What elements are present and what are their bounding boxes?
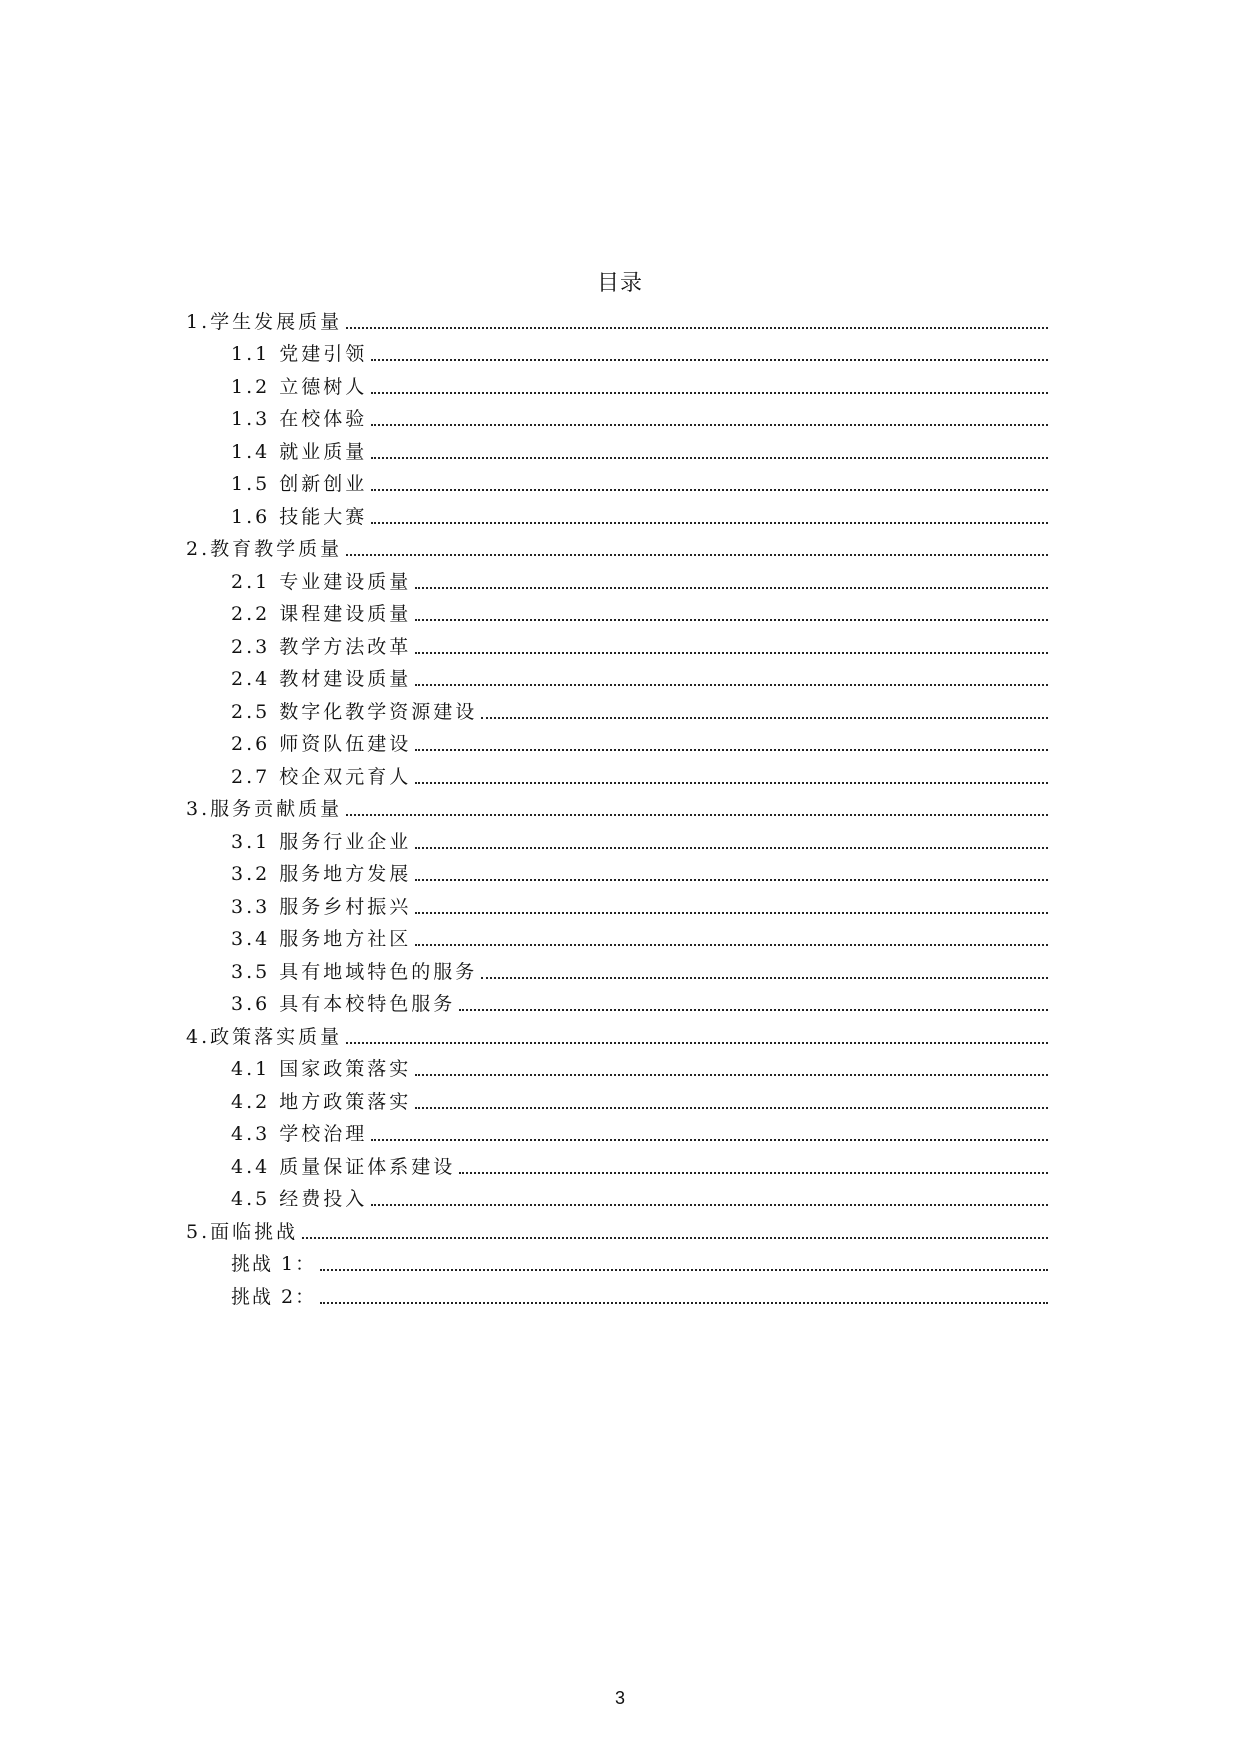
toc-dot-leader bbox=[415, 1074, 1048, 1076]
toc-entry-label: 2.2 课程建设质量 bbox=[231, 603, 412, 625]
toc-entry-label: 4.3 学校治理 bbox=[231, 1123, 368, 1145]
toc-chapter-entry[interactable] bbox=[186, 788, 1048, 821]
toc-dot-leader bbox=[371, 489, 1048, 491]
toc-section-entry[interactable] bbox=[186, 560, 1048, 593]
toc-section-entry[interactable] bbox=[186, 950, 1048, 983]
toc-section-entry[interactable] bbox=[186, 1275, 1048, 1308]
page-number: 3 bbox=[614, 1688, 625, 1708]
toc-entry-label: 1.6 技能大赛 bbox=[231, 505, 368, 528]
toc-dot-leader bbox=[371, 1139, 1048, 1141]
toc-dot-leader bbox=[371, 522, 1048, 524]
toc-dot-leader bbox=[346, 814, 1048, 816]
toc-entry-label: 3.6 具有本校特色服务 bbox=[231, 993, 456, 1015]
toc-section-entry[interactable] bbox=[186, 333, 1048, 366]
toc-entry-label: 3.服务贡献质量 bbox=[186, 798, 343, 820]
toc-entry-label: 2.1 专业建设质量 bbox=[231, 570, 412, 593]
toc-entry-label: 1.学生发展质量 bbox=[186, 310, 343, 333]
toc-section-entry[interactable] bbox=[186, 430, 1048, 463]
toc-title: 目录 bbox=[596, 271, 643, 296]
toc-entry-label: 1.1 党建引领 bbox=[231, 343, 368, 365]
toc-entry-label: 3.1 服务行业企业 bbox=[231, 830, 412, 853]
toc-entry-label: 挑战 1： bbox=[231, 1253, 317, 1275]
toc-dot-leader bbox=[371, 424, 1048, 426]
toc-entry-label: 3.2 服务地方发展 bbox=[231, 863, 412, 885]
toc-dot-leader bbox=[415, 944, 1048, 946]
toc-dot-leader bbox=[459, 1009, 1048, 1011]
toc-dot-leader bbox=[481, 977, 1048, 979]
toc-entry-label: 5.面临挑战 bbox=[186, 1220, 299, 1243]
toc-entry-label: 1.2 立德树人 bbox=[231, 375, 368, 398]
toc-entry-label: 4.5 经费投入 bbox=[231, 1188, 368, 1210]
toc-dot-leader bbox=[415, 652, 1048, 654]
toc-entry-label: 2.5 数字化教学资源建设 bbox=[231, 700, 478, 723]
toc-section-entry[interactable] bbox=[186, 885, 1048, 918]
toc-entry-label: 挑战 2： bbox=[231, 1285, 317, 1308]
toc-entry-label: 2.教育教学质量 bbox=[186, 538, 343, 560]
toc-chapter-entry[interactable] bbox=[186, 300, 1048, 333]
toc-entry-label: 2.4 教材建设质量 bbox=[231, 668, 412, 690]
toc-dot-leader bbox=[320, 1302, 1048, 1304]
toc-dot-leader bbox=[320, 1269, 1048, 1271]
toc-entry-label: 4.4 质量保证体系建设 bbox=[231, 1155, 456, 1178]
toc-entry-label: 3.3 服务乡村振兴 bbox=[231, 895, 412, 918]
toc-section-entry[interactable] bbox=[186, 820, 1048, 853]
toc-section-entry[interactable] bbox=[186, 1243, 1048, 1276]
toc-entry-label: 3.5 具有地域特色的服务 bbox=[231, 960, 478, 983]
toc-chapter-entry[interactable] bbox=[186, 1015, 1048, 1048]
toc-chapter-entry[interactable] bbox=[186, 1210, 1048, 1243]
toc-entry-label: 1.3 在校体验 bbox=[231, 408, 368, 430]
toc-section-entry[interactable] bbox=[186, 690, 1048, 723]
toc-entry-label: 3.4 服务地方社区 bbox=[231, 928, 412, 950]
toc-dot-leader bbox=[415, 847, 1048, 849]
toc-section-entry[interactable] bbox=[186, 723, 1048, 756]
toc-dot-leader bbox=[302, 1237, 1048, 1239]
toc-section-entry[interactable] bbox=[186, 495, 1048, 528]
toc-dot-leader bbox=[346, 1042, 1048, 1044]
toc-dot-leader bbox=[415, 684, 1048, 686]
toc-dot-leader bbox=[415, 1107, 1048, 1109]
toc-dot-leader bbox=[371, 1204, 1048, 1206]
toc-dot-leader bbox=[346, 554, 1048, 556]
toc-section-entry[interactable] bbox=[186, 398, 1048, 431]
toc-dot-leader bbox=[415, 879, 1048, 881]
toc-section-entry[interactable] bbox=[186, 853, 1048, 886]
toc-dot-leader bbox=[371, 359, 1048, 361]
toc-list bbox=[186, 300, 1048, 1308]
toc-section-entry[interactable] bbox=[186, 1080, 1048, 1113]
toc-dot-leader bbox=[415, 619, 1048, 621]
toc-chapter-entry[interactable] bbox=[186, 528, 1048, 561]
toc-section-entry[interactable] bbox=[186, 365, 1048, 398]
toc-entry-label: 2.3 教学方法改革 bbox=[231, 635, 412, 658]
toc-dot-leader bbox=[415, 912, 1048, 914]
toc-section-entry[interactable] bbox=[186, 658, 1048, 691]
toc-section-entry[interactable] bbox=[186, 983, 1048, 1016]
toc-section-entry[interactable] bbox=[186, 463, 1048, 496]
toc-dot-leader bbox=[415, 587, 1048, 589]
toc-section-entry[interactable] bbox=[186, 593, 1048, 626]
toc-dot-leader bbox=[481, 717, 1048, 719]
toc-dot-leader bbox=[415, 782, 1048, 784]
toc-dot-leader bbox=[371, 457, 1048, 459]
toc-section-entry[interactable] bbox=[186, 1113, 1048, 1146]
toc-entry-label: 4.2 地方政策落实 bbox=[231, 1090, 412, 1113]
toc-entry-label: 2.6 师资队伍建设 bbox=[231, 733, 412, 755]
toc-section-entry[interactable] bbox=[186, 755, 1048, 788]
toc-entry-label: 4.1 国家政策落实 bbox=[231, 1058, 412, 1080]
toc-section-entry[interactable] bbox=[186, 918, 1048, 951]
toc-dot-leader bbox=[346, 327, 1048, 329]
toc-entry-label: 4.政策落实质量 bbox=[186, 1025, 343, 1048]
toc-dot-leader bbox=[371, 392, 1048, 394]
toc-entry-label: 2.7 校企双元育人 bbox=[231, 765, 412, 788]
toc-entry-label: 1.5 创新创业 bbox=[231, 473, 368, 495]
toc-section-entry[interactable] bbox=[186, 1145, 1048, 1178]
toc-dot-leader bbox=[415, 749, 1048, 751]
toc-dot-leader bbox=[459, 1172, 1048, 1174]
toc-entry-label: 1.4 就业质量 bbox=[231, 440, 368, 463]
toc-section-entry[interactable] bbox=[186, 1178, 1048, 1211]
toc-section-entry[interactable] bbox=[186, 625, 1048, 658]
toc-section-entry[interactable] bbox=[186, 1048, 1048, 1081]
